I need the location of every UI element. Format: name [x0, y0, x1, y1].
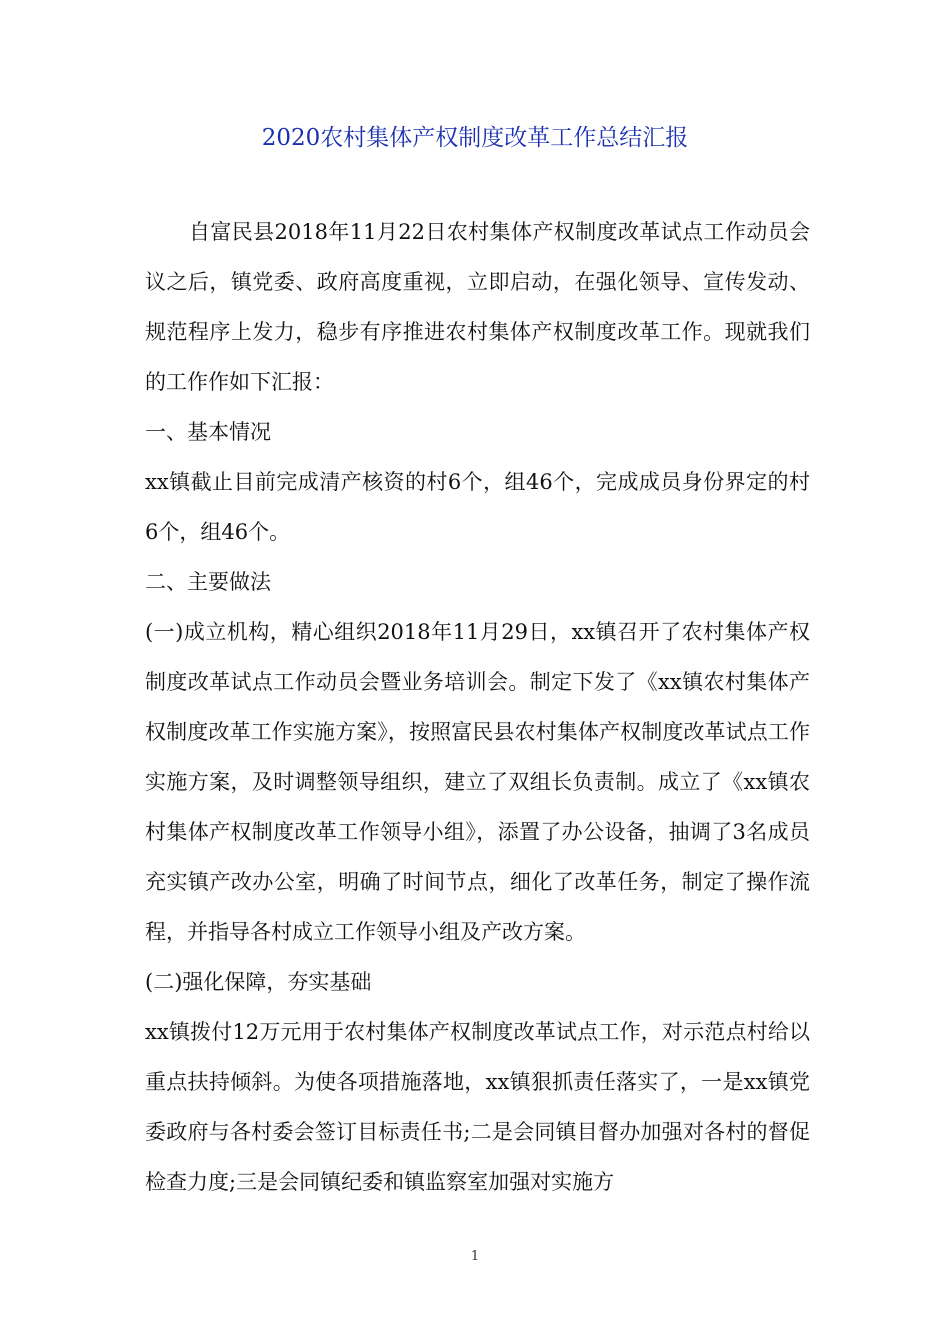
- paragraph-organization: (一)成立机构，精心组织2018年11月29日，xx镇召开了农村集体产权制度改革试点工作动员会暨业务培训会。制定下发了《xx镇农村集体产权制度改革工作实施方案》，按照富民县农村集体产权制度改革试点工作实施方案，及时调整领导组织，建立了双组长负责制。成立了《xx镇农村集体产权制度改革工作领导小组》，添置了办公设备，抽调了3名成员充实镇产改办公室，明确了时间节点，细化了改革任务，制定了操作流程，并指导各村成立工作领导小组及产改方案。: [145, 620, 810, 944]
- document-title: 2020农村集体产权制度改革工作总结汇报: [261, 125, 689, 151]
- document-body: [145, 207, 810, 1207]
- paragraph-intro: 自富民县2018年11月22日农村集体产权制度改革试点工作动员会议之后，镇党委、政府高度重视，立即启动，在强化领导、宣传发动、规范程序上发力，稳步有序推进农村集体产权制度改革工作。现就我们的工作作如下汇报：: [145, 220, 810, 394]
- subheading-guarantee: (二)强化保障，夯实基础: [145, 970, 372, 994]
- section-heading-methods: 二、主要做法: [145, 570, 271, 594]
- paragraph-basic-situation: xx镇截止目前完成清产核资的村6个，组46个，完成成员身份界定的村6个，组46个。: [145, 470, 810, 544]
- paragraph-guarantee: xx镇拨付12万元用于农村集体产权制度改革试点工作，对示范点村给以重点扶持倾斜。为使各项措施落地，xx镇狠抓责任落实了，一是xx镇党委政府与各村委会签订目标责任书;二是会同镇目督办加强对各村的督促检查力度;三是会同镇纪委和镇监察室加强对实施方: [145, 1020, 810, 1194]
- section-heading-basic: 一、基本情况: [145, 420, 271, 444]
- page-number: 1: [470, 1249, 480, 1264]
